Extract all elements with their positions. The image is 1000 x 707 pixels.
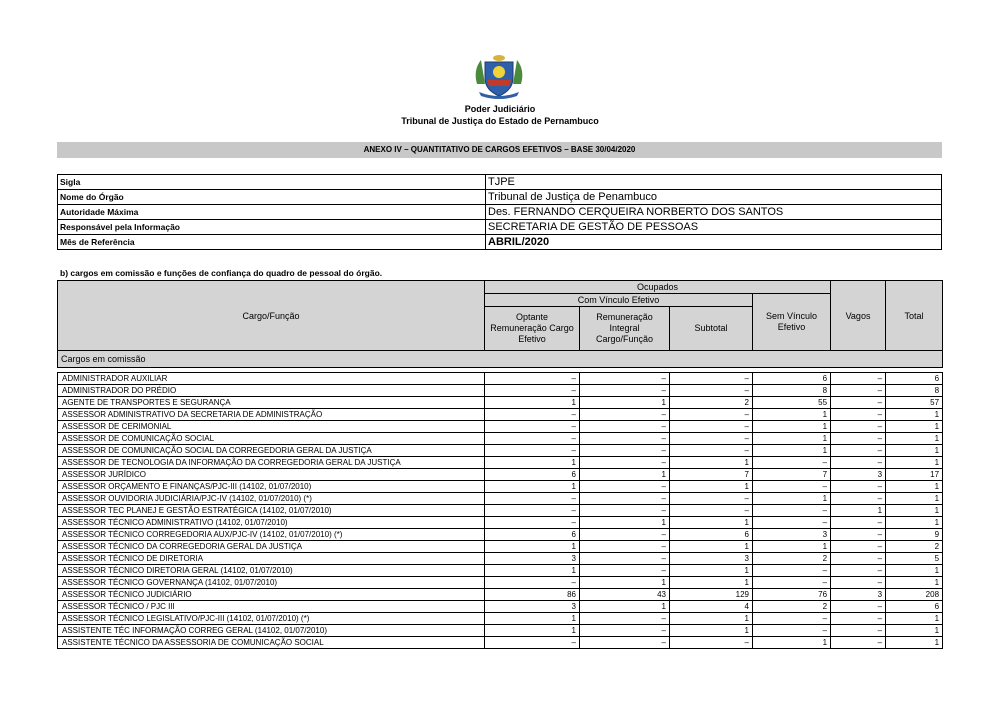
value-cell: –	[580, 625, 670, 637]
info-value: ABRIL/2020	[486, 235, 942, 250]
value-cell: 6	[886, 601, 943, 613]
value-cell: –	[580, 505, 670, 517]
table-row	[58, 637, 943, 649]
info-key: Sigla	[58, 175, 486, 190]
table-row	[58, 373, 943, 385]
value-cell: 1	[886, 493, 943, 505]
cargo-cell: ASSISTENTE TÉC INFORMAÇÃO CORREG GERAL (14102, 01/07/2010)	[58, 625, 485, 637]
cargo-cell: ASSISTENTE TÉCNICO DA ASSESSORIA DE COMUNICAÇÃO SOCIAL	[58, 637, 485, 649]
table-row	[58, 409, 943, 421]
value-cell: 1	[753, 637, 831, 649]
value-cell: –	[580, 541, 670, 553]
value-cell: 1	[485, 397, 580, 409]
cargo-cell: AGENTE DE TRANSPORTES E SEGURANÇA	[58, 397, 485, 409]
value-cell: –	[831, 637, 886, 649]
value-cell: –	[580, 421, 670, 433]
value-cell: –	[831, 433, 886, 445]
table-row	[58, 481, 943, 493]
info-row	[58, 175, 942, 190]
value-cell: –	[580, 373, 670, 385]
table-row	[58, 385, 943, 397]
value-cell: 1	[886, 445, 943, 457]
value-cell: –	[580, 457, 670, 469]
info-value: Des. FERNANDO CERQUEIRA NORBERTO DOS SANTOS	[486, 205, 942, 220]
value-cell: 6	[670, 529, 753, 541]
value-cell: –	[831, 613, 886, 625]
value-cell: 1	[670, 517, 753, 529]
col-optante-header: Optante Remuneração Cargo Efetivo	[485, 307, 580, 351]
value-cell: 3	[485, 553, 580, 565]
value-cell: 86	[485, 589, 580, 601]
value-cell: –	[485, 409, 580, 421]
value-cell: 1	[886, 481, 943, 493]
value-cell: 1	[580, 469, 670, 481]
table-row	[58, 613, 943, 625]
table-row	[58, 529, 943, 541]
table-row	[58, 421, 943, 433]
info-key: Responsável pela Informação	[58, 220, 486, 235]
table-row	[58, 457, 943, 469]
value-cell: –	[485, 433, 580, 445]
value-cell: –	[831, 373, 886, 385]
value-cell: 1	[886, 565, 943, 577]
value-cell: –	[831, 493, 886, 505]
info-row	[58, 190, 942, 205]
value-cell: 1	[580, 601, 670, 613]
value-cell: –	[753, 565, 831, 577]
table-row	[58, 577, 943, 589]
info-value: SECRETARIA DE GESTÃO DE PESSOAS	[486, 220, 942, 235]
section-header: Cargos em comissão	[58, 351, 943, 368]
value-cell: –	[580, 565, 670, 577]
info-value: TJPE	[486, 175, 942, 190]
table-row	[58, 589, 943, 601]
table-row	[58, 541, 943, 553]
value-cell: 129	[670, 589, 753, 601]
value-cell: 5	[886, 553, 943, 565]
value-cell: 1	[670, 481, 753, 493]
value-cell: 1	[580, 577, 670, 589]
value-cell: 1	[753, 541, 831, 553]
col-vagos-header: Vagos	[831, 281, 886, 351]
value-cell: –	[753, 457, 831, 469]
value-cell: –	[831, 397, 886, 409]
positions-table	[57, 280, 943, 649]
value-cell: 6	[485, 529, 580, 541]
value-cell: 76	[753, 589, 831, 601]
value-cell: 1	[580, 397, 670, 409]
value-cell: –	[753, 613, 831, 625]
info-key: Nome do Órgão	[58, 190, 486, 205]
value-cell: 17	[886, 469, 943, 481]
value-cell: 1	[886, 421, 943, 433]
cargo-cell: ADMINISTRADOR DO PRÉDIO	[58, 385, 485, 397]
col-integral-header: Remuneração Integral Cargo/Função	[580, 307, 670, 351]
value-cell: –	[485, 385, 580, 397]
cargo-cell: ASSESSOR ADMINISTRATIVO DA SECRETARIA DE ADMINISTRAÇÃO	[58, 409, 485, 421]
value-cell: 3	[831, 469, 886, 481]
value-cell: –	[485, 517, 580, 529]
value-cell: 2	[670, 397, 753, 409]
value-cell: 1	[753, 421, 831, 433]
cargo-cell: ASSESSOR TÉCNICO DIRETORIA GERAL (14102, 01/07/2010)	[58, 565, 485, 577]
value-cell: –	[580, 493, 670, 505]
value-cell: 2	[753, 553, 831, 565]
col-cargo-header: Cargo/Função	[58, 281, 485, 351]
cargo-cell: ASSESSOR ORÇAMENTO E FINANÇAS/PJC-III (14102, 01/07/2010)	[58, 481, 485, 493]
value-cell: –	[670, 421, 753, 433]
value-cell: 1	[485, 625, 580, 637]
cargo-cell: ASSESSOR JURÍDICO	[58, 469, 485, 481]
cargo-cell: ASSESSOR TÉCNICO LEGISLATIVO/PJC-III (14102, 01/07/2010) (*)	[58, 613, 485, 625]
value-cell: 57	[886, 397, 943, 409]
info-table	[57, 174, 942, 250]
info-value: Tribunal de Justiça de Penambuco	[486, 190, 942, 205]
value-cell: 1	[886, 505, 943, 517]
value-cell: –	[831, 517, 886, 529]
cargo-cell: ASSESSOR OUVIDORIA JUDICIÁRIA/PJC-IV (14102, 01/07/2010) (*)	[58, 493, 485, 505]
value-cell: 208	[886, 589, 943, 601]
value-cell: –	[831, 565, 886, 577]
value-cell: 3	[670, 553, 753, 565]
value-cell: 1	[886, 409, 943, 421]
info-row	[58, 220, 942, 235]
value-cell: 1	[753, 445, 831, 457]
col-total-header: Total	[886, 281, 943, 351]
cargo-cell: ASSESSOR TÉCNICO GOVERNANÇA (14102, 01/07/2010)	[58, 577, 485, 589]
cargo-cell: ASSESSOR TEC PLANEJ E GESTÃO ESTRATÉGICA (14102, 01/07/2010)	[58, 505, 485, 517]
value-cell: –	[831, 421, 886, 433]
value-cell: 2	[753, 601, 831, 613]
value-cell: –	[485, 577, 580, 589]
table-row	[58, 505, 943, 517]
value-cell: –	[831, 541, 886, 553]
value-cell: –	[831, 445, 886, 457]
value-cell: –	[670, 433, 753, 445]
cargo-cell: ASSESSOR TÉCNICO DE DIRETORIA	[58, 553, 485, 565]
table-row	[58, 433, 943, 445]
value-cell: –	[485, 373, 580, 385]
value-cell: 43	[580, 589, 670, 601]
value-cell: 1	[886, 433, 943, 445]
value-cell: –	[580, 385, 670, 397]
value-cell: –	[670, 493, 753, 505]
info-key: Mês de Referência	[58, 235, 486, 250]
value-cell: –	[580, 409, 670, 421]
cargo-cell: ASSESSOR DE CERIMONIAL	[58, 421, 485, 433]
value-cell: –	[580, 553, 670, 565]
table-row	[58, 565, 943, 577]
table-row	[58, 469, 943, 481]
value-cell: –	[485, 505, 580, 517]
cargo-cell: ASSESSOR DE COMUNICAÇÃO SOCIAL	[58, 433, 485, 445]
header-line-1: Poder Judiciário	[464, 104, 536, 114]
value-cell: –	[580, 529, 670, 541]
cargo-cell: ASSESSOR DE TECNOLOGIA DA INFORMAÇÃO DA CORREGEDORIA GERAL DA JUSTIÇA	[58, 457, 485, 469]
value-cell: –	[753, 505, 831, 517]
value-cell: 1	[886, 517, 943, 529]
value-cell: 2	[886, 541, 943, 553]
value-cell: –	[753, 517, 831, 529]
cargo-cell: ASSESSOR DE COMUNICAÇÃO SOCIAL DA CORREGEDORIA GERAL DA JUSTIÇA	[58, 445, 485, 457]
table-row	[58, 397, 943, 409]
info-key: Autoridade Máxima	[58, 205, 486, 220]
value-cell: 7	[670, 469, 753, 481]
value-cell: 1	[886, 577, 943, 589]
col-sem-vinculo-header: Sem Vínculo Efetivo	[753, 294, 831, 351]
value-cell: 6	[886, 373, 943, 385]
info-row	[58, 235, 942, 250]
col-subtotal-header: Subtotal	[670, 307, 753, 351]
value-cell: 1	[753, 433, 831, 445]
value-cell: 1	[485, 457, 580, 469]
cargo-cell: ASSESSOR TÉCNICO / PJC III	[58, 601, 485, 613]
value-cell: 1	[485, 541, 580, 553]
info-row	[58, 205, 942, 220]
value-cell: –	[831, 385, 886, 397]
table-row	[58, 601, 943, 613]
header-line-2: Tribunal de Justiça do Estado de Pernambuco	[401, 116, 599, 126]
value-cell: –	[670, 445, 753, 457]
value-cell: 1	[485, 565, 580, 577]
value-cell: 6	[485, 469, 580, 481]
value-cell: 9	[886, 529, 943, 541]
value-cell: 1	[670, 541, 753, 553]
value-cell: –	[580, 481, 670, 493]
value-cell: 1	[670, 613, 753, 625]
value-cell: –	[580, 445, 670, 457]
value-cell: –	[831, 481, 886, 493]
value-cell: 55	[753, 397, 831, 409]
value-cell: –	[580, 637, 670, 649]
value-cell: 8	[753, 385, 831, 397]
value-cell: –	[670, 409, 753, 421]
table-row	[58, 445, 943, 457]
value-cell: –	[580, 613, 670, 625]
value-cell: 7	[753, 469, 831, 481]
value-cell: 3	[485, 601, 580, 613]
coat-of-arms-logo	[471, 54, 527, 100]
value-cell: –	[831, 577, 886, 589]
value-cell: –	[670, 385, 753, 397]
value-cell: 3	[831, 589, 886, 601]
value-cell: 1	[886, 613, 943, 625]
col-com-vinculo-header: Com Vínculo Efetivo	[485, 294, 753, 307]
value-cell: –	[831, 553, 886, 565]
value-cell: 1	[485, 613, 580, 625]
value-cell: 8	[886, 385, 943, 397]
value-cell: –	[670, 373, 753, 385]
value-cell: –	[753, 481, 831, 493]
value-cell: –	[485, 445, 580, 457]
value-cell: –	[670, 637, 753, 649]
value-cell: 3	[753, 529, 831, 541]
value-cell: 1	[670, 457, 753, 469]
annex-title: ANEXO IV – QUANTITATIVO DE CARGOS EFETIVOS – BASE 30/04/2020	[57, 142, 942, 158]
value-cell: –	[831, 529, 886, 541]
value-cell: 1	[485, 481, 580, 493]
value-cell: 1	[753, 409, 831, 421]
value-cell: 1	[831, 505, 886, 517]
cargo-cell: ASSESSOR TÉCNICO DA CORREGEDORIA GERAL DA JUSTIÇA	[58, 541, 485, 553]
value-cell: –	[485, 637, 580, 649]
value-cell: –	[831, 601, 886, 613]
value-cell: –	[485, 421, 580, 433]
table-row	[58, 493, 943, 505]
value-cell: –	[485, 493, 580, 505]
cargo-cell: ASSESSOR TÉCNICO CORREGEDORIA AUX/PJC-IV (14102, 01/07/2010) (*)	[58, 529, 485, 541]
value-cell: 1	[886, 457, 943, 469]
value-cell: 1	[670, 565, 753, 577]
value-cell: 1	[753, 493, 831, 505]
value-cell: 1	[670, 625, 753, 637]
table-row	[58, 517, 943, 529]
table-row	[58, 553, 943, 565]
value-cell: –	[580, 433, 670, 445]
value-cell: –	[831, 625, 886, 637]
value-cell: 1	[886, 625, 943, 637]
value-cell: –	[753, 577, 831, 589]
table-row	[58, 625, 943, 637]
value-cell: 1	[580, 517, 670, 529]
cargo-cell: ADMINISTRADOR AUXILIAR	[58, 373, 485, 385]
value-cell: 1	[670, 577, 753, 589]
value-cell: 4	[670, 601, 753, 613]
value-cell: 1	[886, 637, 943, 649]
cargo-cell: ASSESSOR TÉCNICO ADMINISTRATIVO (14102, 01/07/2010)	[58, 517, 485, 529]
value-cell: 6	[753, 373, 831, 385]
value-cell: –	[670, 505, 753, 517]
value-cell: –	[831, 409, 886, 421]
value-cell: –	[753, 625, 831, 637]
value-cell: –	[831, 457, 886, 469]
cargo-cell: ASSESSOR TÉCNICO JUDICIÁRIO	[58, 589, 485, 601]
col-ocupados-header: Ocupados	[485, 281, 831, 294]
table-caption: b) cargos em comissão e funções de confiança do quadro de pessoal do órgão.	[60, 268, 383, 278]
